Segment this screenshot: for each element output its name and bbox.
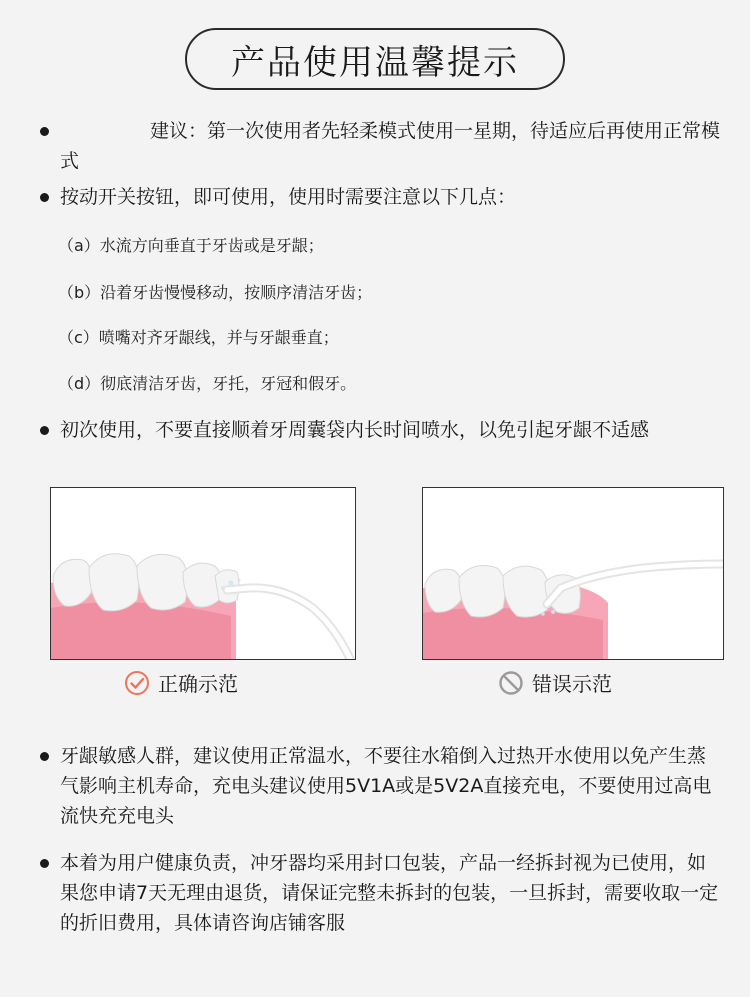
bullet-dot bbox=[40, 127, 49, 136]
tip-operation bbox=[40, 182, 720, 212]
sub-item-c: （c）喷嘴对齐牙龈线，并与牙龈垂直； bbox=[58, 328, 339, 347]
sub-item-d: （d）彻底清洁牙齿，牙托，牙冠和假牙。 bbox=[58, 374, 357, 393]
tip-sensitive-gums-text: 牙龈敏感人群，建议使用正常温水，不要往水箱倒入过热开水使用以免产生蒸气影响主机寿命，充电头建议使用5V1A或是5V2A直接充电，不要使用过高电流快充充电头 bbox=[60, 745, 712, 827]
tip-first-use-text: 建议：第一次使用者先轻柔模式使用一星期，待适应后再使用正常模式 bbox=[60, 120, 721, 172]
tip-first-use bbox=[40, 116, 720, 176]
wrong-caption bbox=[498, 668, 612, 697]
tip-packaging-text: 本着为用户健康负责，冲牙器均采用封口包装，产品一经拆封视为已使用，如果您申请7天无理由退货，请保证完整未拆封的包装，一旦拆封，需要收取一定的折旧费用，具体请咨询店铺客服 bbox=[60, 852, 719, 934]
correct-demo-image bbox=[50, 487, 356, 660]
sub-item-b: （b）沿着牙齿慢慢移动，按顺序清洁牙齿； bbox=[58, 283, 373, 302]
prohibited-icon bbox=[498, 670, 524, 696]
tip-gum-pocket-text: 初次使用，不要直接顺着牙周囊袋内长时间喷水，以免引起牙龈不适感 bbox=[60, 419, 650, 441]
check-circle-icon bbox=[124, 670, 150, 696]
page-title-text: 产品使用温馨提示 bbox=[231, 42, 519, 83]
tip-operation-text: 按动开关按钮，即可使用，使用时需要注意以下几点： bbox=[60, 186, 517, 208]
bullet-dot bbox=[40, 193, 49, 202]
tip-gum-pocket bbox=[40, 415, 720, 445]
wrong-teeth-illustration bbox=[423, 488, 724, 660]
correct-caption-text: 正确示范 bbox=[158, 672, 238, 696]
tip-sensitive-gums bbox=[40, 741, 720, 831]
bullet-dot bbox=[40, 752, 49, 761]
wrong-caption-text: 错误示范 bbox=[532, 672, 612, 696]
correct-teeth-illustration bbox=[51, 488, 356, 660]
bullet-dot bbox=[40, 859, 49, 868]
tip-packaging bbox=[40, 848, 720, 938]
sub-item-a: （a）水流方向垂直于牙齿或是牙龈； bbox=[58, 236, 324, 255]
page-title bbox=[185, 28, 565, 90]
bullet-dot bbox=[40, 426, 49, 435]
wrong-demo-image bbox=[422, 487, 724, 660]
correct-caption bbox=[124, 668, 238, 697]
